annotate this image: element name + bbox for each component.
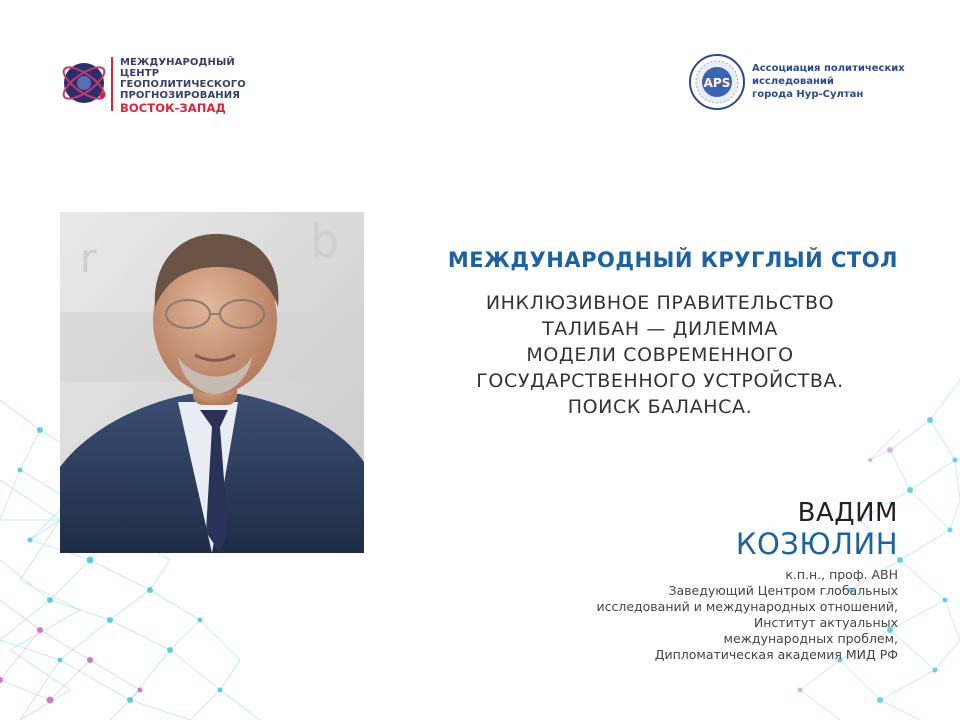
svg-text:b: b [310, 214, 340, 268]
speaker-detail-line: международных проблем, [723, 631, 898, 646]
event-topic [420, 290, 900, 420]
topic-line: ТАЛИБАН — ДИЛЕММА [542, 318, 778, 340]
logo-aps-association [688, 53, 908, 113]
logo-accent-line: ВОСТОК-ЗАПАД [120, 101, 226, 115]
logo-line: ПРОГНОЗИРОВАНИЯ [120, 90, 241, 101]
speaker-details [520, 567, 898, 663]
svg-text:r: r [80, 236, 97, 282]
logo-line: исследований [752, 76, 834, 87]
logo-divider [111, 57, 113, 111]
speaker-detail-line: Заведующий Центром глобальных [668, 583, 898, 598]
aps-seal-icon [688, 53, 746, 111]
logo-geopolitical-center [58, 55, 258, 115]
speaker-first-name: ВАДИМ [797, 498, 898, 528]
logo-line: МЕЖДУНАРОДНЫЙ [120, 57, 235, 68]
logo-line: Ассоциация политических [752, 63, 905, 74]
logo-line: города Нур-Султан [752, 89, 864, 100]
topic-line: ПОИСК БАЛАНСА. [567, 396, 753, 418]
topic-line: ИНКЛЮЗИВНОЕ ПРАВИТЕЛЬСТВО [485, 292, 835, 314]
globe-emblem-icon [58, 55, 110, 111]
speaker-detail-line: Институт актуальных [753, 615, 898, 630]
speaker-detail-line: исследований и международных отношений, [596, 599, 898, 614]
speaker-last-name: КОЗЮЛИН [735, 527, 898, 561]
logo-line: ГЕОПОЛИТИЧЕСКОГО [120, 79, 246, 90]
speaker-photo [60, 212, 364, 553]
logo-line: ЦЕНТР [120, 68, 160, 79]
event-type-title: МЕЖДУНАРОДНЫЙ КРУГЛЫЙ СТОЛ [447, 248, 898, 272]
speaker-detail-line: Дипломатическая академия МИД РФ [654, 647, 898, 662]
topic-line: ГОСУДАРСТВЕННОГО УСТРОЙСТВА. [476, 370, 844, 392]
aps-seal-text: APS [703, 76, 731, 90]
speaker-detail-line: к.п.н., проф. АВН [785, 567, 898, 582]
topic-line: МОДЕЛИ СОВРЕМЕННОГО [526, 344, 794, 366]
